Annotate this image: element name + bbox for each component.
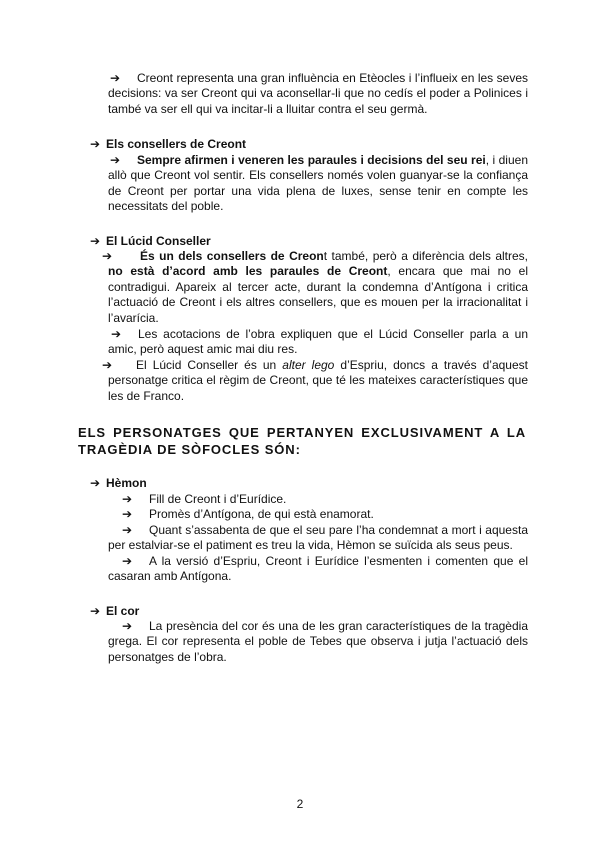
hemon-item-4 bbox=[108, 554, 528, 585]
heading-lucid bbox=[90, 234, 211, 249]
cor-paragraph bbox=[108, 619, 528, 665]
hemon-item-2-text: Promès d’Antígona, de qui està enamorat. bbox=[149, 507, 374, 521]
arrow-icon: ➔ bbox=[110, 71, 121, 85]
lucid-item-3-text-a: El Lúcid Conseller és un bbox=[136, 358, 283, 372]
hemon-item-3 bbox=[108, 523, 528, 554]
arrow-icon: ➔ bbox=[122, 507, 133, 521]
heading-cor-text: El cor bbox=[106, 604, 140, 618]
hemon-item-1 bbox=[108, 492, 528, 507]
heading-cor bbox=[90, 604, 139, 619]
arrow-icon: ➔ bbox=[122, 619, 133, 633]
lucid-text-2: , encara que mai no el contradigui. Apareix al tercer acte, durant la condemna d’Antígona i critica l’actuació de Creont i els altres consellers, que es mouen per la irracionalitat i l’avarícia. bbox=[108, 264, 528, 325]
consellers-bold-text: Sempre afirmen i veneren les paraules i decisions del seu rei bbox=[137, 153, 486, 167]
heading-consellers bbox=[90, 137, 246, 152]
arrow-icon: ➔ bbox=[102, 249, 113, 263]
arrow-icon: ➔ bbox=[122, 492, 133, 506]
arrow-icon: ➔ bbox=[110, 153, 121, 167]
hemon-item-4-text: A la versió d’Espriu, Creont i Eurídice l’esmenten i comenten que el casaran amb Antígona. bbox=[108, 554, 528, 584]
lucid-item-2-text: Les acotacions de l’obra expliquen que el Lúcid Conseller parla a un amic, però aquest amic mai diu res. bbox=[108, 327, 528, 357]
arrow-icon: ➔ bbox=[122, 554, 133, 568]
intro-text: Creont representa una gran influència en Etèocles i l’influeix en les seves decisions: va ser Creont qui va aconsellar-li que no cedís el poder a Polinices i també va ser ell qui va incitar-li a lluitar contra el seu germà. bbox=[108, 71, 528, 116]
page-number: 2 bbox=[296, 797, 304, 811]
arrow-icon: ➔ bbox=[111, 327, 122, 341]
lucid-bold-2: no està d’acord amb les paraules de Creont bbox=[108, 264, 388, 279]
section-title: ELS PERSONATGES QUE PERTANYEN EXCLUSIVAMENT A LA TRAGÈDIA DE SÒFOCLES SÓN: bbox=[78, 425, 526, 457]
lucid-text-1: t també, però a diferència dels altres, bbox=[323, 249, 529, 263]
heading-hemon bbox=[90, 476, 147, 491]
hemon-item-2 bbox=[108, 507, 528, 522]
lucid-bold-1: És un dels consellers de Creon bbox=[140, 249, 324, 263]
intro-paragraph bbox=[108, 71, 528, 117]
lucid-item-3 bbox=[102, 358, 528, 404]
arrow-icon: ➔ bbox=[90, 137, 101, 151]
lucid-item-3-italic: alter lego bbox=[282, 358, 335, 372]
heading-consellers-text: Els consellers de Creont bbox=[106, 137, 247, 151]
hemon-item-1-text: Fill de Creont i d’Eurídice. bbox=[149, 492, 287, 506]
arrow-icon: ➔ bbox=[90, 604, 101, 618]
hemon-item-3-text: Quant s’assabenta de que el seu pare l’ha condemnat a mort i aquesta per estalviar-se el patiment es treu la vida, Hèmon se suïcida als seus peus. bbox=[108, 523, 528, 553]
lucid-item-3-text-b: d’Espriu, doncs a través d’aquest personatge critica el règim de Creont, que té les mateixes característiques que les de Franco. bbox=[108, 358, 528, 403]
arrow-icon: ➔ bbox=[102, 358, 113, 372]
arrow-icon: ➔ bbox=[90, 234, 101, 248]
arrow-icon: ➔ bbox=[90, 476, 101, 490]
heading-hemon-text: Hèmon bbox=[106, 476, 147, 490]
lucid-item-1 bbox=[102, 249, 529, 326]
heading-lucid-text: El Lúcid Conseller bbox=[106, 234, 211, 248]
consellers-paragraph bbox=[108, 153, 528, 215]
cor-text: La presència del cor és una de les gran característiques de la tragèdia grega. El cor representa el poble de Tebes que observa i jutja l’actuació dels personatges de l’obra. bbox=[108, 619, 528, 664]
arrow-icon: ➔ bbox=[122, 523, 133, 537]
consellers-text: , i diuen allò que Creont vol sentir. Els consellers només volen guanyar-se la confiança de Creont per portar una vida plena de luxes, sense tenir en compte les necessitats del poble. bbox=[108, 153, 528, 214]
lucid-item-2 bbox=[108, 327, 528, 358]
